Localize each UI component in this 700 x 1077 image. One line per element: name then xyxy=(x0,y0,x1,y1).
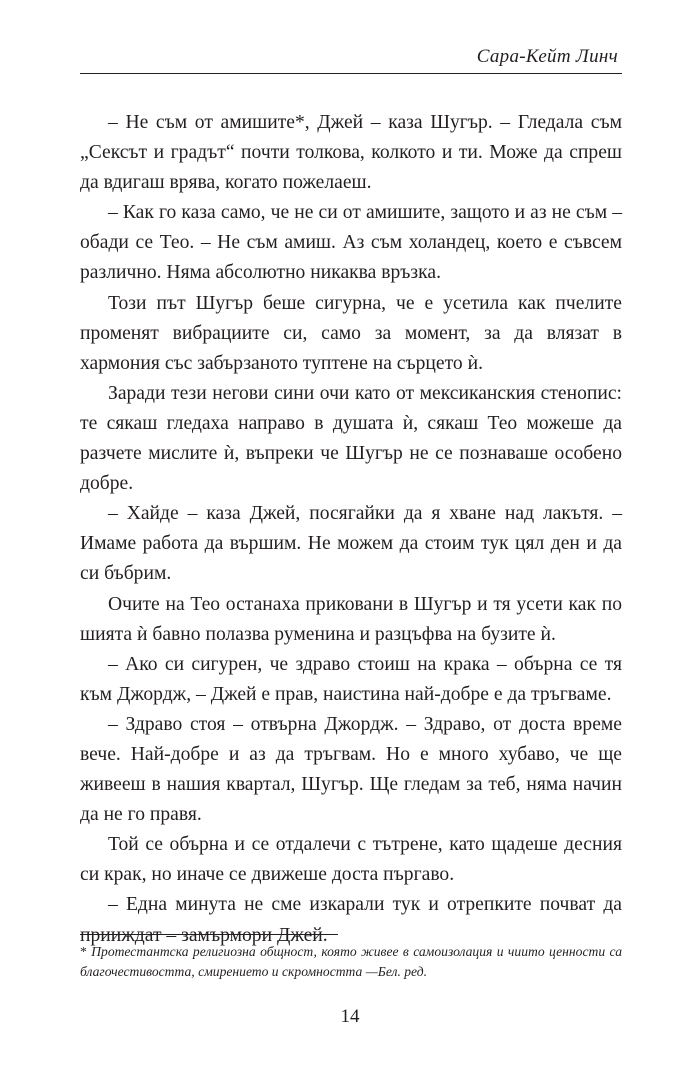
paragraph: – Хайде – каза Джей, посягайки да я хване над лакътя. – Имаме работа да вършим. Не можем да стоим тук цял ден и да си бъбрим. xyxy=(80,503,622,585)
paragraph: – Ако си сигурен, че здраво стоиш на крака – обърна се тя към Джордж, – Джей е прав, наистина най-добре е да тръгваме. xyxy=(80,653,622,705)
footnote-text: Протестантска религиозна общност, която живее в самоизолация и чиито ценности са благочестивостта, смирението и скромността —Бел. ред. xyxy=(80,944,622,979)
paragraph: – Една минута не сме изкарали тук и отрепките почват да прииждат – замърмори Джей. xyxy=(80,894,622,946)
running-head-author: Сара-Кейт Линч xyxy=(476,46,618,67)
header-rule xyxy=(80,73,622,74)
paragraph: – Не съм от амишите*, Джей – каза Шугър. – Гледала съм „Сексът и градът“ почти толкова, колкото и ти. Може да спреш да вдигаш врява, когато пожелаеш. xyxy=(80,112,622,194)
body-text xyxy=(80,108,622,951)
paragraph: Заради тези негови сини очи като от мексиканския стенопис: те сякаш гледаха направо в душата ѝ, сякаш Тео можеше да разчете мислите ѝ, въпреки че Шугър не се познаваше особено добре. xyxy=(80,382,622,495)
footnote-rule xyxy=(80,934,338,935)
footnote-marker: * xyxy=(80,944,87,959)
paragraph: – Как го каза само, че не си от амишите, защото и аз не съм – обади се Тео. – Не съм амиш. Аз съм холандец, което е съвсем различно. Няма абсолютно никаква връзка. xyxy=(80,202,622,284)
paragraph: Този път Шугър беше сигурна, че е усетила как пчелите променят вибрациите си, само за момент, за да влязат в хармония със забързаното туптене на сърцето ѝ. xyxy=(80,292,622,374)
paragraph: Очите на Тео останаха приковани в Шугър и тя усети как по шията ѝ бавно полазва руменина и разцъфва на бузите ѝ. xyxy=(80,593,622,645)
paragraph: – Здраво стоя – отвърна Джордж. – Здраво, от доста време вече. Най-добре и аз да тръгвам. Но е много хубаво, че ще живееш в нашия квартал, Шугър. Ще гледам за теб, няма начин да не го правя. xyxy=(80,713,622,826)
paragraph: Той се обърна и се отдалечи с тътрене, като щадеше десния си крак, но иначе се движеше доста пъргаво. xyxy=(80,834,622,886)
footnote xyxy=(80,942,622,982)
page-number: 14 xyxy=(340,1006,360,1027)
